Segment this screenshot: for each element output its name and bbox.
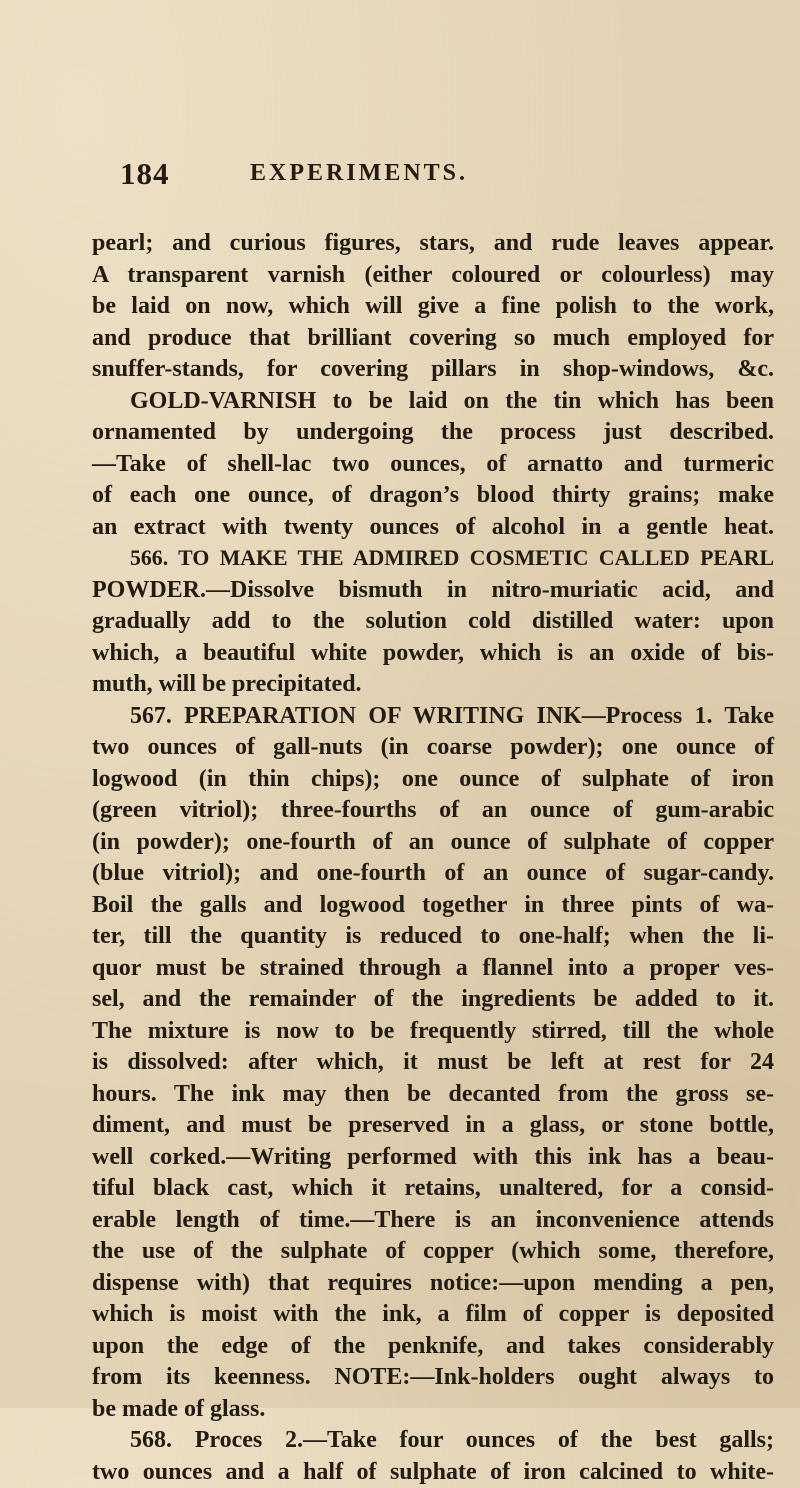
text-line: 568. Proces 2.—Take four ounces of the best galls; bbox=[92, 1425, 774, 1457]
text-line: Boil the galls and logwood together in three pints of wa- bbox=[92, 890, 774, 922]
text-line: of each one ounce, of dragon’s blood thirty grains; make bbox=[92, 480, 774, 512]
text-line: from its keenness. NOTE:—Ink-holders ought always to bbox=[92, 1362, 774, 1394]
text-line: muth, will be precipitated. bbox=[92, 669, 774, 701]
text-line: an extract with twenty ounces of alcohol in a gentle heat. bbox=[92, 512, 774, 544]
text-line: two ounces and a half of sulphate of iron calcined to white- bbox=[92, 1457, 774, 1488]
text-line: be made of glass. bbox=[92, 1394, 774, 1426]
text-line: (blue vitriol); and one-fourth of an ounce of sugar-candy. bbox=[92, 858, 774, 890]
running-title: EXPERIMENTS. bbox=[250, 160, 468, 187]
text-line: which is moist with the ink, a film of copper is deposited bbox=[92, 1299, 774, 1331]
text-line: (in powder); one-fourth of an ounce of sulphate of copper bbox=[92, 827, 774, 859]
text-line: ornamented by undergoing the process just described. bbox=[92, 417, 774, 449]
text-line: pearl; and curious figures, stars, and rude leaves appear. bbox=[92, 228, 774, 260]
text-line: hours. The ink may then be decanted from the gross se- bbox=[92, 1079, 774, 1111]
text-line: the use of the sulphate of copper (which some, therefore, bbox=[92, 1236, 774, 1268]
text-line: POWDER.—Dissolve bismuth in nitro-muriatic acid, and bbox=[92, 575, 774, 607]
text-line: gradually add to the solution cold distilled water: upon bbox=[92, 606, 774, 638]
text-line: (green vitriol); three-fourths of an ounce of gum-arabic bbox=[92, 795, 774, 827]
text-line: 566. TO MAKE THE ADMIRED COSMETIC CALLED PEARL bbox=[92, 543, 774, 575]
text-line: The mixture is now to be frequently stirred, till the whole bbox=[92, 1016, 774, 1048]
text-line: two ounces of gall-nuts (in coarse powder); one ounce of bbox=[92, 732, 774, 764]
body-text bbox=[92, 228, 774, 1488]
text-line: dispense with) that requires notice:—upon mending a pen, bbox=[92, 1268, 774, 1300]
page-number: 184 bbox=[120, 156, 170, 192]
running-head bbox=[120, 156, 680, 196]
text-line: snuffer-stands, for covering pillars in shop-windows, &c. bbox=[92, 354, 774, 386]
text-line: and produce that brilliant covering so much employed for bbox=[92, 323, 774, 355]
text-line: be laid on now, which will give a fine polish to the work, bbox=[92, 291, 774, 323]
text-line: diment, and must be preserved in a glass, or stone bottle, bbox=[92, 1110, 774, 1142]
text-line: A transparent varnish (either coloured or colourless) may bbox=[92, 260, 774, 292]
text-line: which, a beautiful white powder, which is an oxide of bis- bbox=[92, 638, 774, 670]
text-line: tiful black cast, which it retains, unaltered, for a consid- bbox=[92, 1173, 774, 1205]
text-line: logwood (in thin chips); one ounce of sulphate of iron bbox=[92, 764, 774, 796]
text-line: ter, till the quantity is reduced to one-half; when the li- bbox=[92, 921, 774, 953]
text-line: is dissolved: after which, it must be left at rest for 24 bbox=[92, 1047, 774, 1079]
text-line: GOLD-VARNISH to be laid on the tin which has been bbox=[92, 386, 774, 418]
text-line: upon the edge of the penknife, and takes considerably bbox=[92, 1331, 774, 1363]
text-line: 567. PREPARATION OF WRITING INK—Process 1. Take bbox=[92, 701, 774, 733]
text-line: —Take of shell-lac two ounces, of arnatto and turmeric bbox=[92, 449, 774, 481]
text-line: well corked.—Writing performed with this ink has a beau- bbox=[92, 1142, 774, 1174]
text-line: erable length of time.—There is an inconvenience attends bbox=[92, 1205, 774, 1237]
text-line: quor must be strained through a flannel into a proper ves- bbox=[92, 953, 774, 985]
text-line: sel, and the remainder of the ingredients be added to it. bbox=[92, 984, 774, 1016]
